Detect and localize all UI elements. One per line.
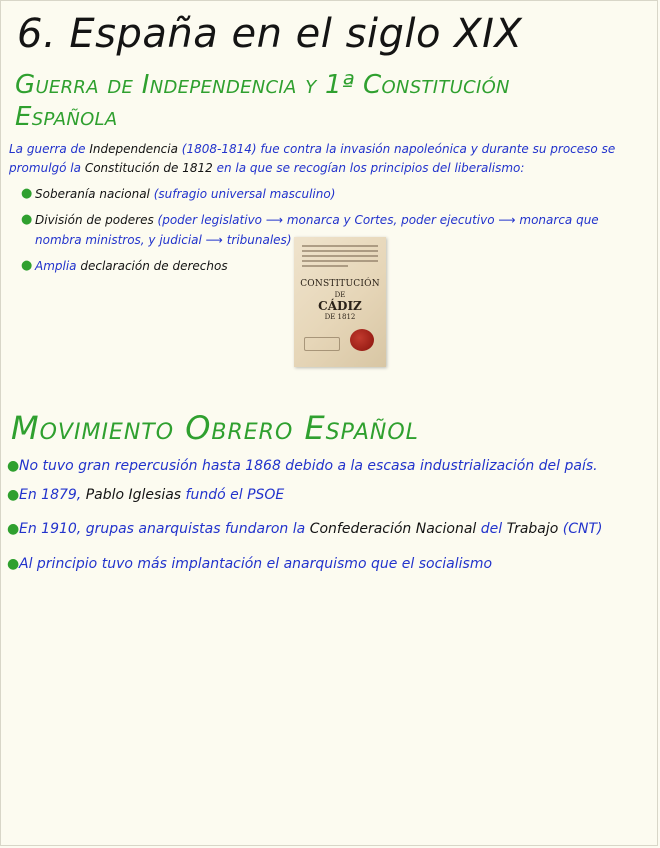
list-item-name: Confederación Nacional [309, 521, 477, 537]
wax-seal-icon [350, 329, 374, 351]
list-item-text: En 1879, [19, 487, 82, 503]
section-heading-movimiento-obrero: Movimiento Obrero Español [11, 409, 419, 447]
list-item-text: Al principio tuvo más implantación el anarquismo que el socialismo [19, 556, 493, 572]
list-item-lead: Soberanía nacional [35, 187, 150, 201]
intro-term-constitucion: Constitución de 1812 [84, 161, 213, 175]
list-item-name: Trabajo [506, 521, 559, 537]
intro-text-2: (1808-1814) fue contra la invasión napoleónica y durante su proceso se promulgó la [9, 142, 616, 175]
list-item [7, 554, 647, 574]
bullet-dot-icon: ● [21, 186, 33, 201]
signature-stamp-icon [304, 337, 340, 351]
bullet-dot-icon: ● [21, 212, 33, 227]
list-item-text: En 1910, grupas anarquistas fundaron la [19, 521, 306, 537]
bullet-dot-icon: ● [21, 258, 33, 273]
intro-text-1: La guerra de [9, 142, 86, 156]
list-item-text: del [480, 521, 503, 537]
section-heading-independencia: Guerra de Independencia y 1ª Constitución Española [15, 70, 510, 132]
constitution-cover-image [294, 237, 386, 367]
list-item [21, 184, 641, 204]
list-item [7, 519, 647, 539]
list-item-text: No tuvo gran repercusión hasta 1868 debido a la escasa industrialización del país. [19, 458, 598, 474]
bullet-dot-icon: ● [7, 487, 20, 503]
page-title: 6. España en el siglo XIX [17, 11, 523, 57]
list-item-detail: declaración de derechos [80, 259, 228, 273]
list-item-lead: Amplia [35, 259, 77, 273]
intro-term-independencia: Independencia [89, 142, 178, 156]
bullet-dot-icon: ● [7, 556, 20, 572]
list-item-detail: (poder legislativo ⟶ monarca y Cortes, poder ejecutivo ⟶ monarca que nombra ministros, y judicial ⟶ tribunales) [35, 213, 599, 247]
list-item [7, 485, 647, 505]
intro-text-3: en la que se recogían los principios del liberalismo: [216, 161, 525, 175]
bullet-dot-icon: ● [7, 458, 20, 474]
list-item-text: fundó el PSOE [185, 487, 285, 503]
list-item [7, 456, 647, 476]
list-item-lead: División de poderes [35, 213, 154, 227]
cover-title: CONSTITUCIÓN DE CÁDIZ DE 1812 [300, 279, 380, 321]
list-item-detail: (sufragio universal masculino) [153, 187, 336, 201]
cover-fine-print [302, 245, 378, 270]
labor-movement-list [7, 456, 647, 574]
list-item-name: Pablo Iglesias [85, 487, 182, 503]
bullet-dot-icon: ● [7, 521, 20, 537]
list-item-text: (CNT) [562, 521, 603, 537]
intro-paragraph [9, 140, 645, 178]
